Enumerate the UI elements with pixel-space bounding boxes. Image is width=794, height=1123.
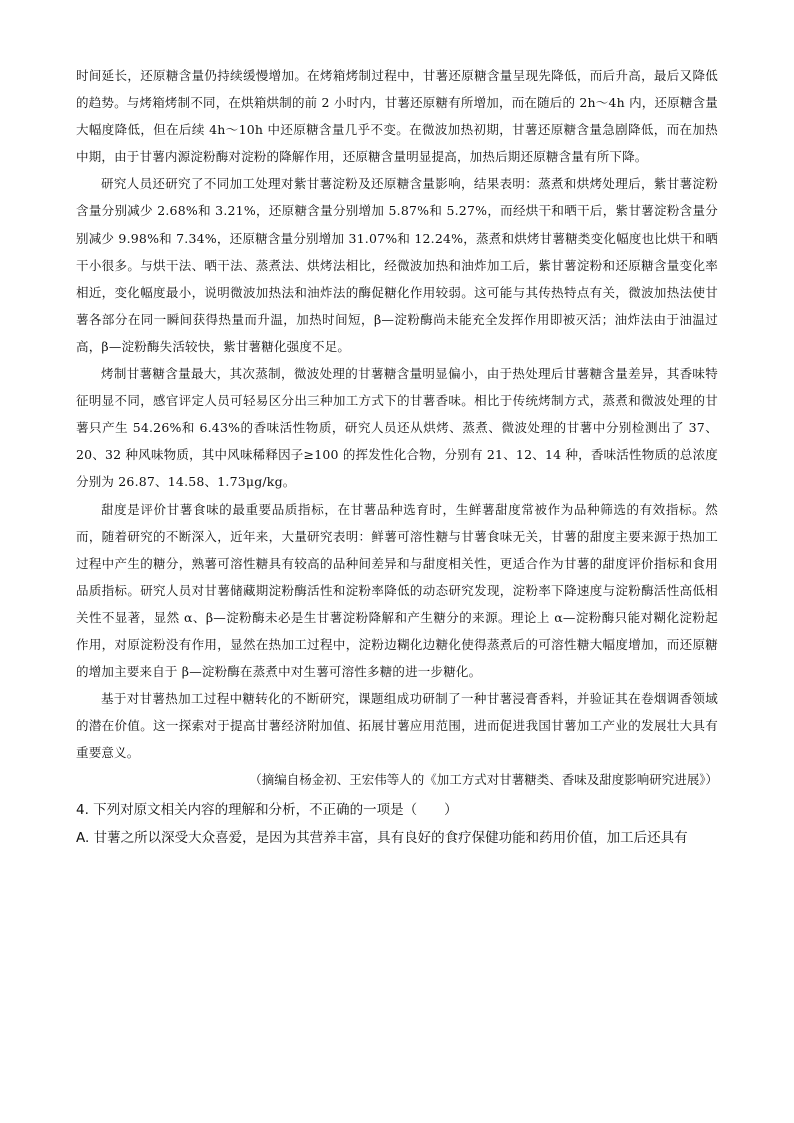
document-content	[76, 62, 718, 852]
option-a: A. 甘薯之所以深受大众喜爱，是因为其营养丰富，具有良好的食疗保健功能和药用价值，加工后还具有	[76, 829, 688, 846]
question-stem: 4. 下列对原文相关内容的理解和分析，不正确的一项是（ ）	[76, 801, 458, 818]
paragraph-1: 时间延长，还原糖含量仍持续缓慢增加。在烤箱烤制过程中，甘薯还原糖含量呈现先降低，而后升高，最后又降低的趋势。与烤箱烤制不同，在烘箱烘制的前 2 小时内，甘薯还原糖有所增加，而在随后的 2h～4h 内，还原糖含量大幅度降低，但在后续 4h～10h 中还原糖含量几乎不变。在微波加热初期，甘薯还原糖含量急剧降低，而在加热中期，由于甘薯内源淀粉酶对淀粉的降解作用，还原糖含量明显提高，加热后期还原糖含量有所下降。	[76, 68, 718, 165]
paragraph-5: 基于对甘薯热加工过程中糖转化的不断研究，课题组成功研制了一种甘薯浸膏香料，并验证其在卷烟调香领域的潜在价值。这一探索对于提高甘薯经济附加值、拓展甘薯应用范围，进而促进我国甘薯加工产业的发展壮大具有重要意义。	[76, 691, 718, 761]
paragraph-2: 研究人员还研究了不同加工处理对紫甘薯淀粉及还原糖含量影响，结果表明：蒸煮和烘烤处理后，紫甘薯淀粉含量分别减少 2.68%和 3.21%，还原糖含量分别增加 5.87%和 5.27%，而经烘干和晒干后，紫甘薯淀粉含量分别减少 9.98%和 7.34%，还原糖含量分别增加 31.07%和 12.24%，蒸煮和烘烤甘薯糖类变化幅度也比烘干和晒干小很多。与烘干法、晒干法、蒸煮法、烘烤法相比，经微波加热和油炸加工后，紫甘薯淀粉和还原糖含量变化率相近，变化幅度最小，说明微波加热法和油炸法的酶促糖化作用较弱。这可能与其传热特点有关，微波加热法使甘薯各部分在同一瞬间获得热量而升温，加热时间短，β—淀粉酶尚未能充全发挥作用即被灭活；油炸法由于油温过高，β—淀粉酶失活较快，紫甘薯糖化强度不足。	[76, 176, 718, 354]
source-citation: （摘编自杨金初、王宏伟等人的《加工方式对甘薯糖类、香味及甜度影响研究进展》）	[249, 772, 718, 788]
paragraph-4: 甜度是评价甘薯食味的最重要品质指标，在甘薯品种选育时，生鲜薯甜度常被作为品种筛选的有效指标。然而，随着研究的不断深入，近年来，大量研究表明：鲜薯可溶性糖与甘薯食味无关，甘薯的甜度主要来源于热加工过程中产生的糖分，熟薯可溶性糖具有较高的品种间差异和与甜度相关性，更适合作为甘薯的甜度评价指标和食用品质指标。研究人员对甘薯储藏期淀粉酶活性和淀粉率降低的动态研究发现，淀粉率下降速度与淀粉酶活性高低相关性不显著，显然 α、β—淀粉酶未必是生甘薯淀粉降解和产生糖分的来源。理论上 α—淀粉酶只能对糊化淀粉起作用，对原淀粉没有作用，显然在热加工过程中，淀粉边糊化边糖化使得蒸煮后的可溶性糖大幅度增加，而还原糖的增加主要来自于 β—淀粉酶在蒸煮中对生薯可溶性多糖的进一步糖化。	[76, 501, 718, 680]
paragraph-3: 烤制甘薯糖含量最大，其次蒸制，微波处理的甘薯糖含量明显偏小，由于热处理后甘薯糖含量差异，其香味特征明显不同，感官评定人员可轻易区分出三种加工方式下的甘薯香味。相比于传统烤制方式，蒸煮和微波处理的甘薯只产生 54.26%和 6.43%的香味活性物质，研究人员还从烘烤、蒸煮、微波处理的甘薯中分别检测出了 37、20、32 种风味物质，其中风味稀释因子≥100 的挥发性化合物，分别有 21、12、14 种，香味活性物质的总浓度分别为 26.87、14.58、1.73μg/kg。	[76, 366, 718, 490]
